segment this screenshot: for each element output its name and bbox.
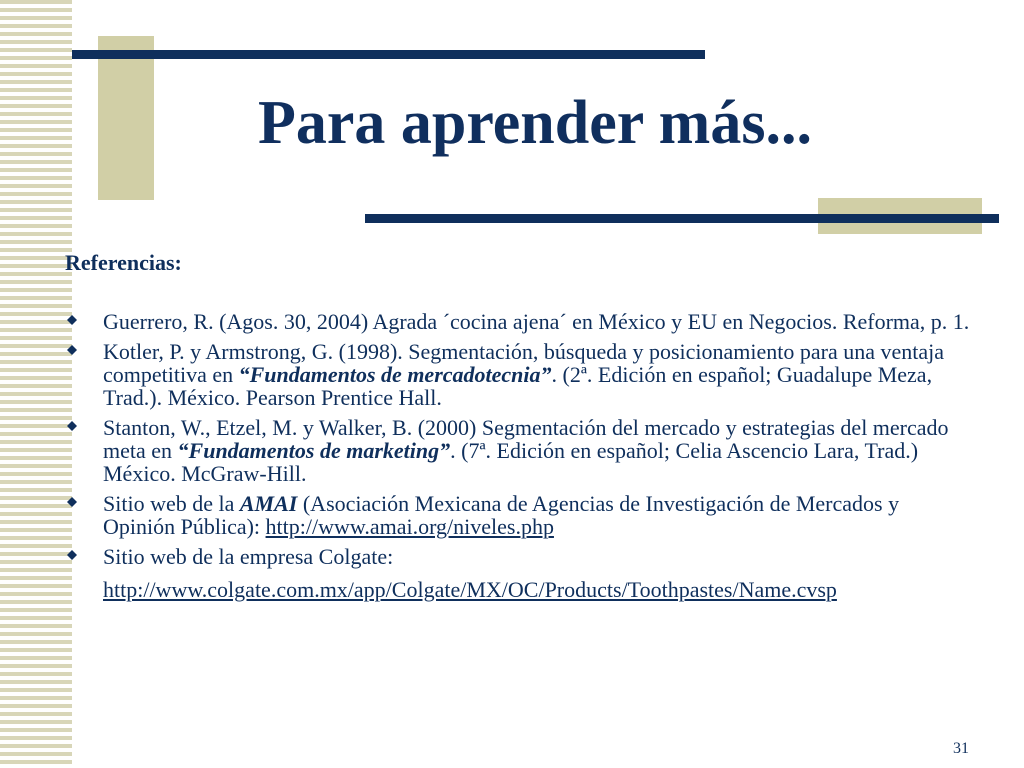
reference-text: (Asociación Mexicana de Agencias de Investigación de Mercados y Opinión Pública): <box>103 491 900 539</box>
diamond-bullet-icon <box>67 315 77 325</box>
reference-text: Sitio web de la <box>103 491 240 516</box>
reference-text: . (7ª. Edición en español; Celia Ascencio Lara, Trad.) México. McGraw-Hill. <box>103 438 919 486</box>
reference-item <box>65 492 975 538</box>
diamond-bullet-icon <box>67 497 77 507</box>
references-heading: Referencias: <box>65 250 182 275</box>
reference-text: . (2ª. Edición en español; Guadalupe Meza, Trad.). México. Pearson Prentice Hall. <box>103 362 933 410</box>
book-title: “Fundamentos de marketing” <box>177 438 451 463</box>
reference-text: Guerrero, R. (Agos. 30, 2004) Agrada ´cocina ajena´ en México y EU en Negocios. Reforma, p. 1. <box>103 309 970 334</box>
reference-item <box>65 545 975 601</box>
slide-title: Para aprender más... <box>258 89 812 157</box>
colgate-link[interactable]: http://www.colgate.com.mx/app/Colgate/MX/OC/Products/Toothpastes/Name.cvsp <box>103 577 837 602</box>
reference-item <box>65 310 975 333</box>
diamond-bullet-icon <box>67 550 77 560</box>
reference-item <box>65 340 975 409</box>
diamond-bullet-icon <box>67 421 77 431</box>
reference-text: Kotler, P. y Armstrong, G. (1998). Segmentación, búsqueda y posicionamiento para una ventaja competitiva en <box>103 339 945 387</box>
decorative-block-top <box>98 36 154 200</box>
reference-text: Stanton, W., Etzel, M. y Walker, B. (2000) Segmentación del mercado y estrategias del mercado meta en <box>103 415 949 463</box>
book-title: “Fundamentos de mercadotecnia” <box>238 362 552 387</box>
decorative-stripes <box>0 0 72 768</box>
decorative-rule-bottom <box>365 214 999 223</box>
page-number: 31 <box>953 740 969 757</box>
diamond-bullet-icon <box>67 345 77 355</box>
references-list <box>65 310 975 608</box>
organization-name: AMAI <box>239 491 298 516</box>
reference-item <box>65 416 975 485</box>
decorative-rule-top <box>72 50 705 59</box>
amai-link[interactable]: http://www.amai.org/niveles.php <box>265 514 554 539</box>
reference-text: Sitio web de la empresa Colgate: <box>103 544 394 569</box>
